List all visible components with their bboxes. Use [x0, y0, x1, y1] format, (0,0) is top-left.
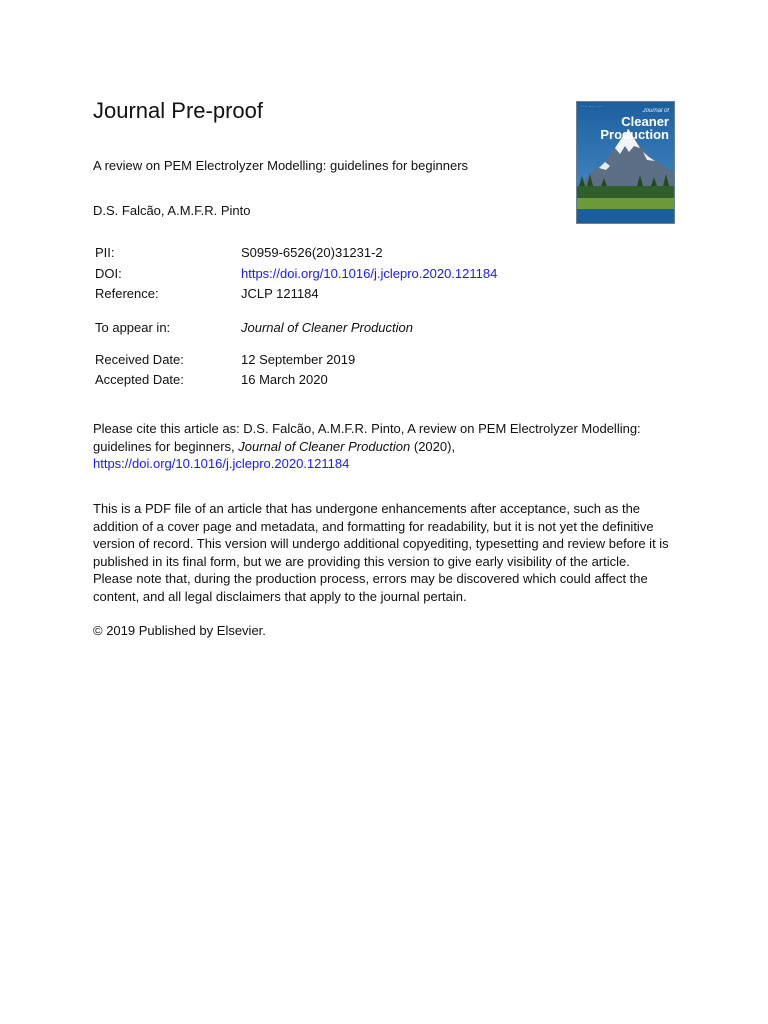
citation-doi-link[interactable]: https://doi.org/10.1016/j.jclepro.2020.121184 — [93, 456, 350, 471]
citation-prefix: Please cite this article as: D.S. Falcão, A.M.F.R. Pinto, A review on PEM Electrolyzer Modelling: guidelines for beginners, — [93, 421, 641, 454]
received-date-label: Received Date: — [95, 352, 184, 367]
journal-cover-image — [576, 101, 675, 224]
reference-value: JCLP 121184 — [241, 286, 319, 301]
pii-label: PII: — [95, 245, 115, 260]
article-authors: D.S. Falcão, A.M.F.R. Pinto — [93, 203, 251, 218]
cover-footer-band — [577, 209, 674, 223]
cover-title-line-2: Production — [600, 127, 669, 142]
accepted-date-value: 16 March 2020 — [241, 372, 328, 387]
pre-proof-notice: This is a PDF file of an article that has undergone enhancements after acceptance, such as the addition of a cover page and metadata, and formatting for readability, but it is not yet the definitive version of record. This version will undergo additional copyediting, typesetting and review before it is published in its final form, but we are providing this version to give early visibility of the article. Please note that, during the production process, errors may be discovered which could affect the content, and all legal disclaimers that apply to the journal pertain. — [93, 501, 669, 604]
copyright-notice: © 2019 Published by Elsevier. — [93, 623, 266, 638]
pii-value: S0959-6526(20)31231-2 — [241, 245, 383, 260]
appear-in-journal: Journal of Cleaner Production — [241, 320, 413, 335]
citation-year: (2020), — [410, 438, 456, 454]
doi-link[interactable]: https://doi.org/10.1016/j.jclepro.2020.121184 — [241, 266, 498, 281]
doi-label: DOI: — [95, 266, 122, 281]
accepted-date-label: Accepted Date: — [95, 372, 184, 387]
citation-paragraph — [93, 420, 673, 473]
received-date-value: 12 September 2019 — [241, 352, 356, 367]
appear-in-label: To appear in: — [95, 320, 171, 335]
citation-journal: Journal of Cleaner Production — [238, 438, 411, 454]
reference-label: Reference: — [95, 286, 159, 301]
article-title: A review on PEM Electrolyzer Modelling: guidelines for beginners — [93, 158, 469, 173]
cover-small-title: Journal of — [642, 108, 669, 114]
page-title: Journal Pre-proof — [93, 98, 263, 123]
cover-title-block — [600, 108, 669, 141]
cover-header-strip: ·· ·· ···· · ···· — [581, 104, 603, 109]
cover-title-line-1: Cleaner — [621, 114, 669, 129]
